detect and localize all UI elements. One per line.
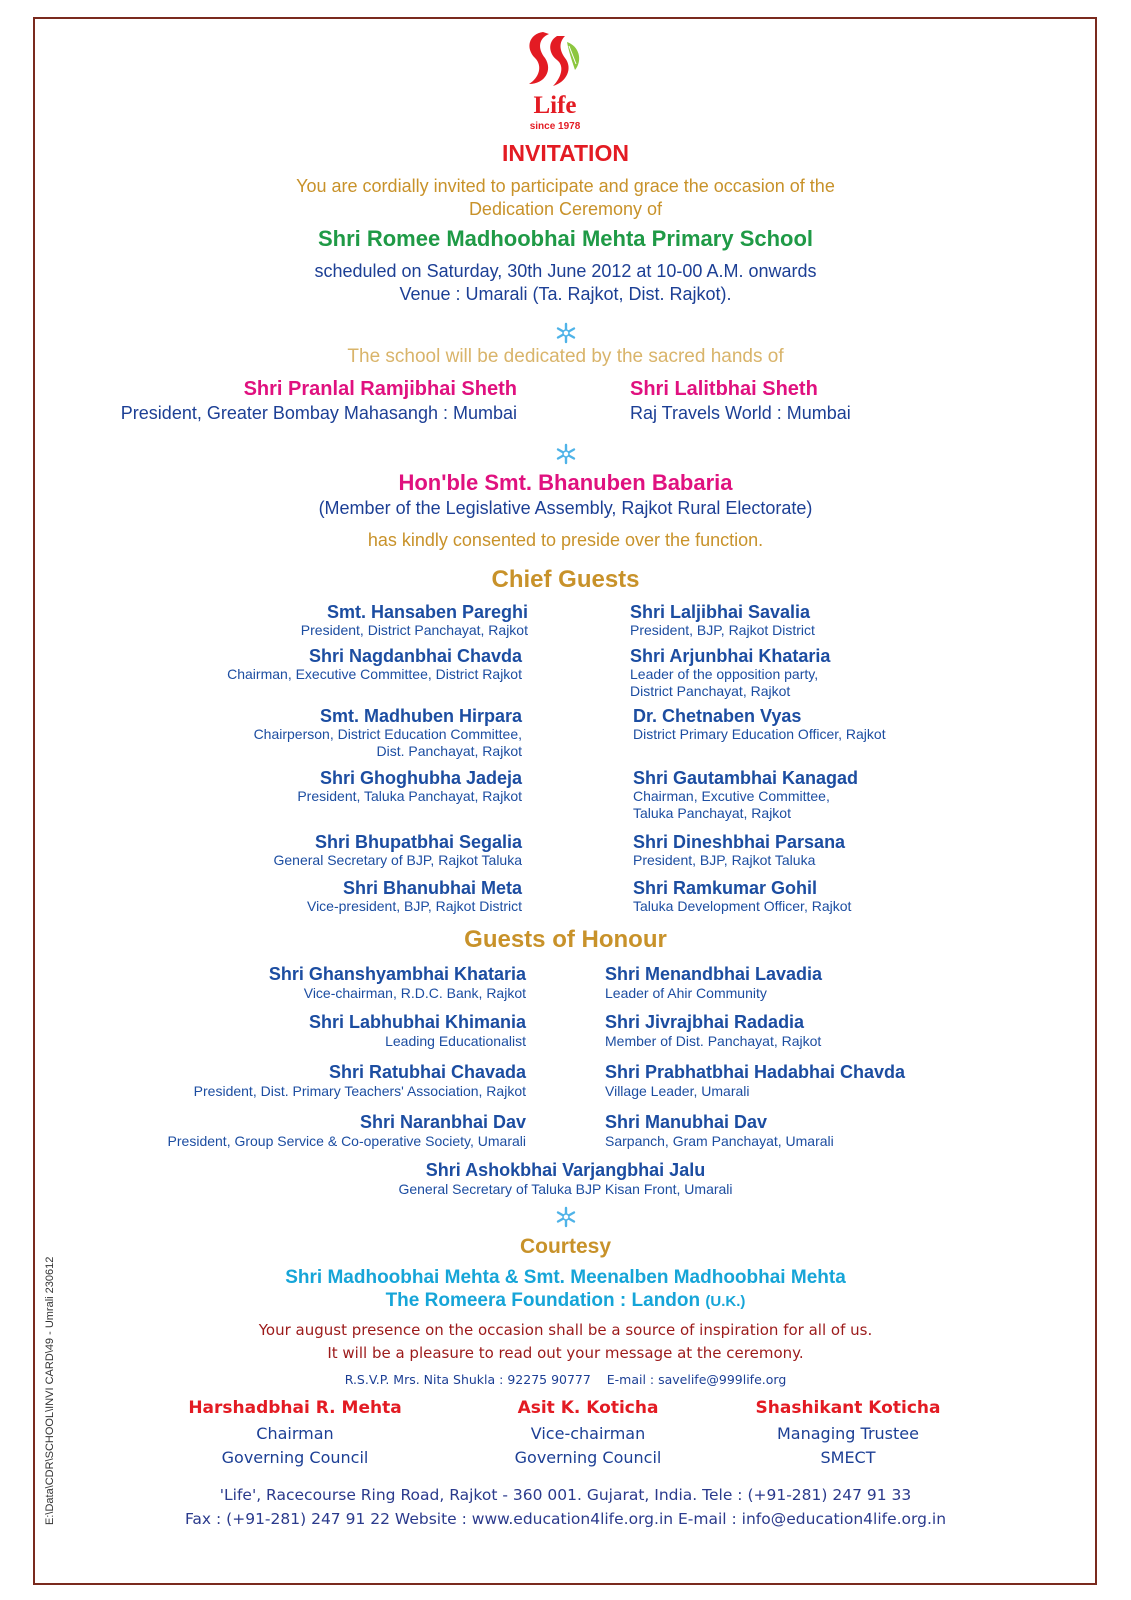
honour-guest-desc: Leading Educationalist	[385, 1033, 526, 1049]
honour-guest-desc: Village Leader, Umarali	[605, 1083, 750, 1099]
life-logo-icon	[521, 28, 587, 90]
honour-guest-name: Shri Jivrajbhai Radadia	[605, 1012, 805, 1032]
dedicator-right-name: Shri Lalitbhai Sheth	[630, 378, 818, 400]
venue-line: Venue : Umarali (Ta. Rajkot, Dist. Rajkot).	[399, 284, 732, 304]
chief-guest-name: Shri Bhanubhai Meta	[342, 878, 522, 898]
honour-guest-desc: President, Dist. Primary Teachers' Association, Rajkot	[193, 1083, 526, 1099]
chief-guest-desc: President, Taluka Panchayat, Rajkot	[297, 788, 522, 804]
chief-guest-name: Shri Dineshbhai Parsana	[633, 832, 846, 852]
signatory-role: Chairman	[256, 1424, 334, 1443]
courtesy-message-1: Your august presence on the occasion shall be a source of inspiration for all of us.	[258, 1321, 873, 1339]
courtesy-title: Courtesy	[519, 1235, 612, 1258]
honour-guest-name: Shri Manubhai Dav	[605, 1112, 768, 1132]
courtesy-line-1: Shri Madhoobhai Mehta & Smt. Meenalben Madhoobhai Mehta	[285, 1267, 846, 1288]
snowflake-icon	[555, 322, 577, 344]
chief-guest-desc: President, District Panchayat, Rajkot	[300, 622, 528, 638]
honour-guest-name: Shri Menandbhai Lavadia	[605, 964, 823, 984]
chief-guest-desc: President, BJP, Rajkot District	[630, 622, 815, 638]
snowflake-icon	[555, 1206, 577, 1228]
chief-guest-desc: Dist. Panchayat, Rajkot	[376, 743, 522, 759]
signatory-name: Harshadbhai R. Mehta	[188, 1398, 402, 1418]
honour-guest-name: Shri Prabhatbhai Hadabhai Chavda	[605, 1062, 906, 1082]
honour-guest-desc: Leader of Ahir Community	[605, 985, 767, 1001]
chief-guest-name: Dr. Chetnaben Vyas	[633, 706, 802, 726]
courtesy-line-2: The Romeera Foundation : Landon (U.K.)	[385, 1290, 746, 1311]
honour-guest-name: Shri Ghanshyambhai Khataria	[268, 964, 526, 984]
honour-guest-name: Shri Labhubhai Khimania	[308, 1012, 526, 1032]
chief-guest-name: Shri Nagdanbhai Chavda	[308, 646, 522, 666]
school-name: Shri Romee Madhoobhai Mehta Primary School	[317, 226, 814, 251]
chief-guest-desc: District Primary Education Officer, Rajkot	[633, 726, 886, 742]
signatory-role: SMECT	[820, 1448, 876, 1467]
signatory-name: Asit K. Koticha	[517, 1398, 659, 1418]
honour-guest-desc: Member of Dist. Panchayat, Rajkot	[605, 1033, 822, 1049]
chief-guests-title: Chief Guests	[491, 566, 640, 593]
dedication-line: The school will be dedicated by the sacred hands of	[347, 346, 784, 367]
dedicator-right-desc: Raj Travels World : Mumbai	[630, 403, 851, 423]
honour-guest-desc: Vice-chairman, R.D.C. Bank, Rajkot	[303, 985, 526, 1001]
chief-guest-desc: Taluka Development Officer, Rajkot	[633, 898, 852, 914]
signatory-role: Governing Council	[221, 1448, 369, 1467]
chief-guest-desc: Chairman, Excutive Committee,	[633, 788, 830, 804]
chief-guest-desc: Chairperson, District Education Committee,	[253, 726, 522, 742]
dedicator-left-desc: President, Greater Bombay Mahasangh : Mumbai	[120, 403, 517, 423]
rsvp-line: R.S.V.P. Mrs. Nita Shukla : 92275 90777 E-mail : savelife@999life.org	[344, 1372, 787, 1387]
footer-contact: Fax : (+91-281) 247 91 22 Website : www.education4life.org.in E-mail : info@education4life.org.in	[184, 1510, 947, 1528]
chief-guest-desc: District Panchayat, Rajkot	[630, 683, 791, 699]
chief-guest-name: Smt. Hansaben Pareghi	[326, 602, 528, 622]
chief-guest-name: Shri Arjunbhai Khataria	[630, 646, 831, 666]
chief-guest-name: Shri Gautambhai Kanagad	[633, 768, 859, 788]
footer-address: 'Life', Racecourse Ring Road, Rajkot - 360 001. Gujarat, India. Tele : (+91-281) 247 91 33	[219, 1486, 912, 1504]
signatory-role: Managing Trustee	[777, 1424, 919, 1443]
honour-guest-desc: President, Group Service & Co-operative Society, Umarali	[167, 1133, 526, 1149]
honour-guest-name: Shri Ratubhai Chavada	[328, 1062, 526, 1082]
snowflake-icon	[555, 443, 577, 465]
file-path-note: E:\Data\CDR\SCHOOL\INVI CARD\49 - Umrali 230612	[44, 1256, 56, 1525]
honour-guest-name: Shri Naranbhai Dav	[359, 1112, 526, 1132]
preside-desc: (Member of the Legislative Assembly, Rajkot Rural Electorate)	[318, 498, 813, 518]
chief-guest-desc: Vice-president, BJP, Rajkot District	[306, 898, 522, 914]
signatory-name: Shashikant Koticha	[755, 1398, 941, 1418]
intro-line-1: You are cordially invited to participate and grace the occasion of the	[296, 176, 835, 196]
preside-line: has kindly consented to preside over the function.	[367, 530, 764, 550]
guests-of-honour-title: Guests of Honour	[464, 926, 667, 953]
chief-guest-desc: General Secretary of BJP, Rajkot Taluka	[273, 852, 522, 868]
chief-guest-desc: Leader of the opposition party,	[630, 666, 819, 682]
signatory-role: Vice-chairman	[530, 1424, 646, 1443]
courtesy-country: (U.K.)	[705, 1293, 746, 1310]
chief-guest-name: Shri Laljibhai Savalia	[630, 602, 811, 622]
invitation-title: INVITATION	[502, 140, 629, 166]
intro-line-2: Dedication Ceremony of	[468, 199, 663, 219]
chief-guest-desc: Chairman, Executive Committee, District Rajkot	[227, 666, 522, 682]
honour-guest-name: Shri Ashokbhai Varjangbhai Jalu	[425, 1160, 706, 1180]
dedicator-left-name: Shri Pranlal Ramjibhai Sheth	[243, 378, 517, 400]
honour-guest-desc: General Secretary of Taluka BJP Kisan Front, Umarali	[398, 1181, 733, 1197]
honour-guest-desc: Sarpanch, Gram Panchayat, Umarali	[605, 1133, 834, 1149]
preside-name: Hon'ble Smt. Bhanuben Babaria	[398, 470, 733, 495]
logo-since: since 1978	[529, 121, 581, 132]
courtesy-message-2: It will be a pleasure to read out your message at the ceremony.	[327, 1344, 804, 1362]
chief-guest-desc: President, BJP, Rajkot Taluka	[633, 852, 816, 868]
chief-guest-name: Shri Ghoghubha Jadeja	[319, 768, 522, 788]
chief-guest-name: Shri Bhupatbhai Segalia	[314, 832, 522, 852]
signatory-role: Governing Council	[514, 1448, 662, 1467]
chief-guest-desc: Taluka Panchayat, Rajkot	[633, 805, 791, 821]
chief-guest-name: Shri Ramkumar Gohil	[633, 878, 818, 898]
schedule-line: scheduled on Saturday, 30th June 2012 at 10-00 A.M. onwards	[314, 261, 817, 281]
chief-guest-name: Smt. Madhuben Hirpara	[319, 706, 522, 726]
logo-word: Life	[533, 92, 577, 119]
